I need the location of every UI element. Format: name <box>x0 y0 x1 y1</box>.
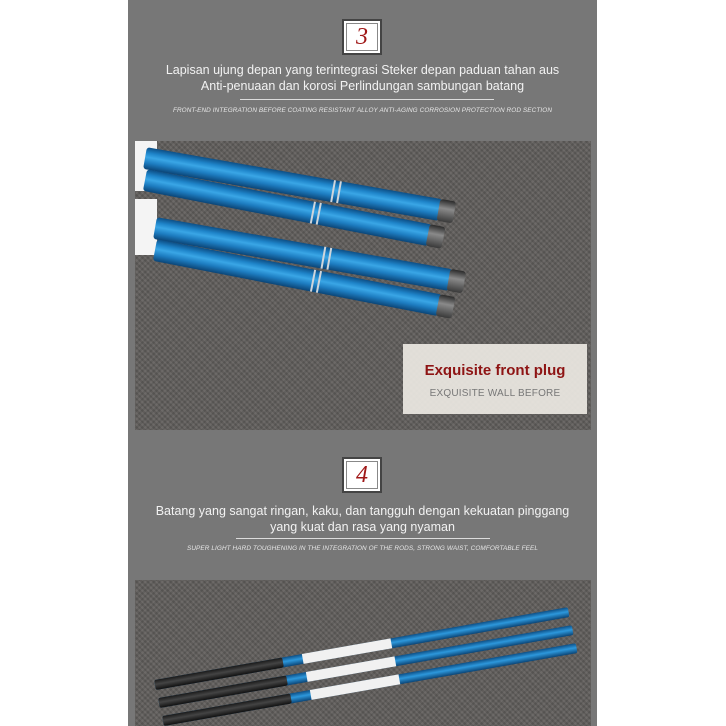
step-number: 3 <box>346 23 378 51</box>
step-number-badge <box>342 19 382 55</box>
step-number: 4 <box>346 461 378 489</box>
telescopic-rod <box>162 643 577 726</box>
rod-closeup-photo <box>135 141 591 430</box>
telescopic-rod <box>154 607 569 690</box>
telescopic-rod <box>158 625 573 708</box>
feature-overlay <box>403 344 587 414</box>
front-plug <box>437 199 457 223</box>
divider-line <box>236 538 490 539</box>
section-caption-line-2: Anti-penuaan dan korosi Perlindungan sambungan batang <box>200 79 525 93</box>
section-caption-line-1: Lapisan ujung depan yang terintegrasi Steker depan paduan tahan aus <box>165 63 560 77</box>
front-plug <box>426 224 446 249</box>
divider-line <box>240 99 494 100</box>
step-number-badge <box>342 457 382 493</box>
front-plug <box>436 294 456 319</box>
section-caption-line-1: Batang yang sangat ringan, kaku, dan tangguh dengan kekuatan pinggang <box>155 504 570 518</box>
front-plug <box>447 269 467 293</box>
section-subline: SUPER LIGHT HARD TOUGHENING IN THE INTEGRATION OF THE RODS, STRONG WAIST, COMFORTABLE FEEL <box>186 545 539 552</box>
section-caption-line-2: yang kuat dan rasa yang nyaman <box>270 520 455 534</box>
overlay-subtitle: EXQUISITE WALL BEFORE <box>429 388 561 399</box>
rod-white-section <box>135 199 157 255</box>
product-panel <box>128 0 597 726</box>
rod-full-photo <box>135 580 591 726</box>
overlay-title: Exquisite front plug <box>424 362 566 379</box>
section-subline: FRONT-END INTEGRATION BEFORE COATING RESISTANT ALLOY ANTI-AGING CORROSION PROTECTION ROD SECTION <box>172 107 553 114</box>
